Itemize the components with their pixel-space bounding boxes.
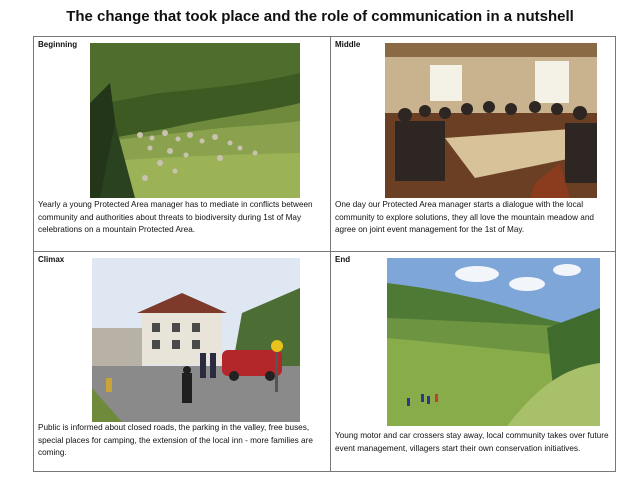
panel-caption: Yearly a young Protected Area manager has to mediate in conflicts between community and authorities about threats to biodiversity during 1st of May celebrations on a mountain Protected Area. [38, 200, 313, 234]
panel-end [331, 252, 615, 471]
panel-beginning [34, 37, 331, 252]
panel-label: Middle [335, 40, 361, 49]
panel-climax [34, 252, 331, 471]
panel-caption: One day our Protected Area manager starts a dialogue with the local community to explore solutions, they all love the mountain meadow and agree on joint event management for the 1st of May. [335, 200, 594, 234]
story-table [33, 36, 616, 472]
meeting-room-photo [385, 43, 597, 198]
panel-label: Beginning [38, 40, 78, 49]
panel-caption: Public is informed about closed roads, the parking in the valley, free buses, special places for camping, the extension of the local inn - more families are coming. [38, 423, 313, 457]
meadow-crowd-photo [90, 43, 300, 198]
panel-label: Climax [38, 255, 65, 264]
panel-middle [331, 37, 615, 252]
panel-label: End [335, 255, 351, 264]
valley-hikers-photo [387, 258, 600, 426]
road-closure-photo [92, 258, 300, 422]
panel-caption: Young motor and car crossers stay away, local community takes over future event management, villagers start their own conservation initiatives. [335, 431, 609, 453]
page-title: The change that took place and the role of communication in a nutshell [66, 8, 574, 25]
